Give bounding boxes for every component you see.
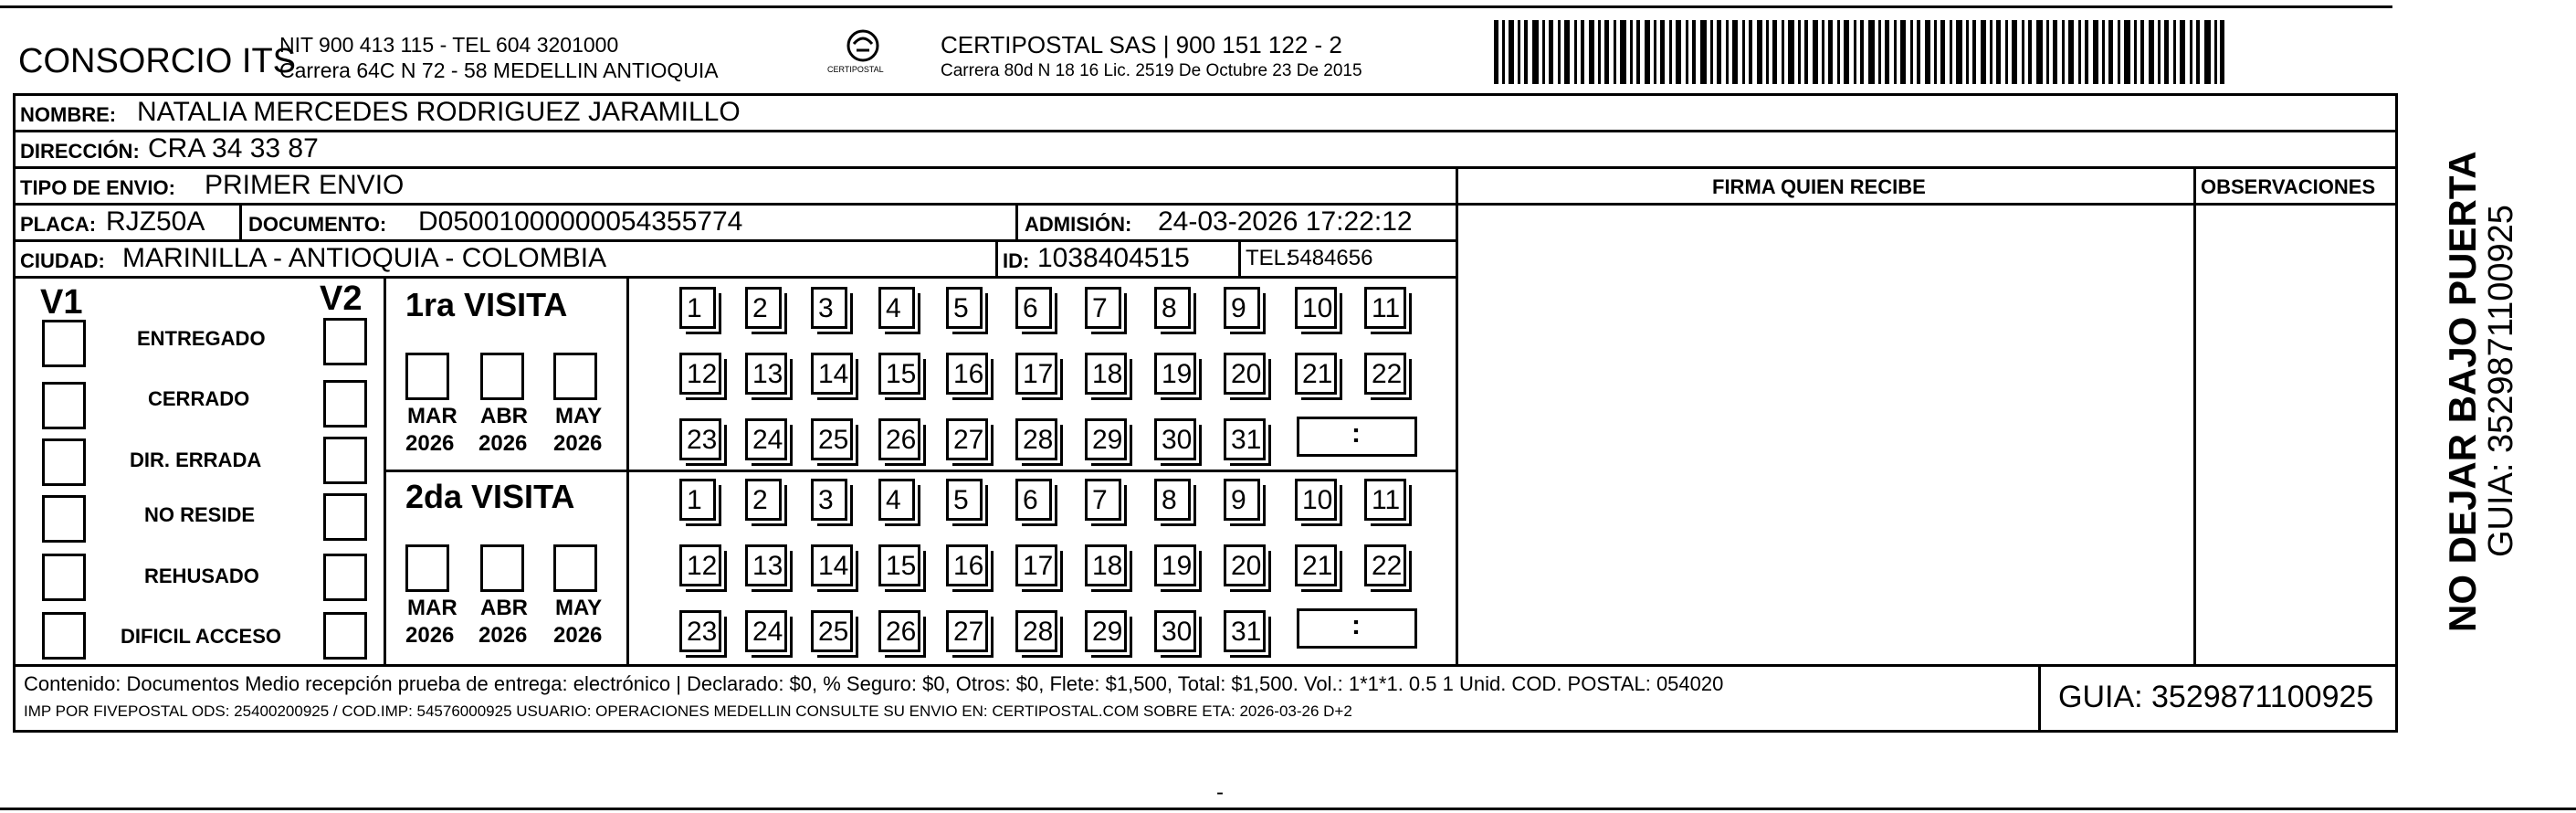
visit1-day-13[interactable]: 13 [745,353,787,395]
visit1-month-may: MAY [555,404,603,428]
barcode [1494,20,2224,84]
visit2-year-abr: 2026 [478,623,528,648]
col-line [1456,166,1458,666]
top-rule [0,5,2392,8]
v2-label: V2 [320,280,363,318]
row-line [13,203,2398,206]
footer-guia: GUIA: 3529871100925 [2058,680,2374,714]
visit2-day-9[interactable]: 9 [1224,479,1260,521]
visit1-day-10[interactable]: 10 [1295,287,1337,329]
visit2-day-18[interactable]: 18 [1085,544,1127,586]
shipment-type: PRIMER ENVIO [205,170,405,200]
company-name: CONSORCIO ITS [18,42,297,80]
visit2-day-7[interactable]: 7 [1085,479,1121,521]
visit1-day-31[interactable]: 31 [1224,418,1266,460]
bottom-mark: - [1216,780,1224,805]
visit2-month-mar: MAR [407,596,457,620]
visit1-day-17[interactable]: 17 [1015,353,1057,395]
v1-checkbox-cerrado[interactable] [42,382,86,429]
visit1-day-20[interactable]: 20 [1224,353,1266,395]
status-rehusado: REHUSADO [144,565,259,587]
visit2-day-14[interactable]: 14 [811,544,853,586]
v1-checkbox-entregado[interactable] [42,320,86,367]
courier-address: Carrera 80d N 18 16 Lic. 2519 De Octubre 23 De 2015 [941,61,1362,80]
row-line [384,470,1457,472]
name-label: NOMBRE: [20,103,117,126]
visit2-day-28[interactable]: 28 [1015,610,1057,652]
visit2-month-abr-checkbox[interactable] [480,544,524,592]
visit2-month-may-checkbox[interactable] [553,544,597,592]
plate-value: RJZ50A [106,206,205,237]
row-line [13,166,2398,169]
plate-label: PLACA: [20,213,97,236]
visit2-day-29[interactable]: 29 [1085,610,1127,652]
courier-name: CERTIPOSTAL SAS | 900 151 122 - 2 [941,31,1342,58]
row-line [13,276,1457,279]
visit1-day-2[interactable]: 2 [745,287,782,329]
visit2-day-1[interactable]: 1 [679,479,716,521]
logo-caption: CERTIPOSTAL [827,65,884,74]
visit1-day-22[interactable]: 22 [1364,353,1406,395]
visit1-day-4[interactable]: 4 [878,287,915,329]
visit1-day-14[interactable]: 14 [811,353,853,395]
visit1-day-24[interactable]: 24 [745,418,787,460]
footer-print-info: IMP POR FIVEPOSTAL ODS: 25400200925 / COD.IMP: 54576000925 USUARIO: OPERACIONES MEDELLIN CONSULTE SU ENVIO EN: CERTIPOSTAL.COM SOBRE ETA: 2026-03-26 D+2 [24,702,1352,720]
col-line [239,203,242,239]
visit2-day-15[interactable]: 15 [878,544,920,586]
visit2-day-3[interactable]: 3 [811,479,847,521]
tel-label: TEL: [1246,246,1292,270]
col-line [2038,664,2041,733]
visit2-month-abr: ABR [480,596,528,620]
v1-label: V1 [40,283,83,322]
visit2-day-5[interactable]: 5 [946,479,983,521]
id-label: ID: [1003,249,1030,272]
visit1-day-29[interactable]: 29 [1085,418,1127,460]
visit2-day-2[interactable]: 2 [745,479,782,521]
visit2-day-21[interactable]: 21 [1295,544,1337,586]
visit1-day-9[interactable]: 9 [1224,287,1260,329]
status-no-reside: NO RESIDE [144,503,256,526]
visit1-day-1[interactable]: 1 [679,287,716,329]
col-line [1238,239,1241,276]
visit2-day-10[interactable]: 10 [1295,479,1337,521]
visit2-day-4[interactable]: 4 [878,479,915,521]
col-line [1015,203,1018,239]
company-nit: NIT 900 413 115 - TEL 604 3201000 [279,33,619,57]
col-line [626,276,629,666]
status-cerrado: CERRADO [148,387,250,410]
visit2-day-22[interactable]: 22 [1364,544,1406,586]
visit2-day-6[interactable]: 6 [1015,479,1052,521]
tel-value: 5484656 [1288,246,1373,270]
v2-checkbox-no-reside[interactable] [323,493,367,541]
visit2-day-13[interactable]: 13 [745,544,787,586]
v2-checkbox-dir-errada[interactable] [323,437,367,484]
status-dificil-acceso: DIFICIL ACCESO [121,625,282,648]
side-warning: NO DEJAR BAJO PUERTA [2441,151,2484,632]
visit2-month-may: MAY [555,596,603,620]
recipient-address: CRA 34 33 87 [148,133,319,164]
document-label: DOCUMENTO: [248,213,387,236]
id-value: 1038404515 [1037,243,1190,273]
document-value: D05001000000054355774 [418,206,743,237]
shipment-label: TIPO DE ENVIO: [20,176,175,199]
company-address: Carrera 64C N 72 - 58 MEDELLIN ANTIOQUIA [279,58,719,82]
observations-header: OBSERVACIONES [2201,175,2376,198]
admission-value: 24-03-2026 17:22:12 [1158,206,1413,237]
row-line [13,130,2398,132]
visit2-day-20[interactable]: 20 [1224,544,1266,586]
status-entregado: ENTREGADO [137,327,266,350]
col-line [2193,166,2196,666]
status-dir-errada: DIR. ERRADA [130,449,262,471]
visit1-day-12[interactable]: 12 [679,353,721,395]
recipient-name: NATALIA MERCEDES RODRIGUEZ JARAMILLO [137,97,741,127]
visit1-day-27[interactable]: 27 [946,418,988,460]
visit2-year-mar: 2026 [405,623,455,648]
visit2-year-may: 2026 [553,623,603,648]
bottom-rule [0,808,2576,810]
admission-label: ADMISIÓN: [1025,213,1132,236]
visit2-day-24[interactable]: 24 [745,610,787,652]
visit1-day-8[interactable]: 8 [1154,287,1191,329]
visit1-title: 1ra VISITA [405,286,568,323]
v1-checkbox-rehusado[interactable] [42,554,86,601]
visit1-day-30[interactable]: 30 [1154,418,1196,460]
visit1-day-6[interactable]: 6 [1015,287,1052,329]
signature-header: FIRMA QUIEN RECIBE [1712,175,1926,198]
side-guia: GUIA: 3529871100925 [2482,205,2520,557]
v1-checkbox-dir-errada[interactable] [42,438,86,486]
visit1-day-18[interactable]: 18 [1085,353,1127,395]
city-value: MARINILLA - ANTIOQUIA - COLOMBIA [122,243,607,273]
visit2-day-16[interactable]: 16 [946,544,988,586]
visit2-day-12[interactable]: 12 [679,544,721,586]
col-line [384,276,386,666]
visit1-year-may: 2026 [553,431,603,456]
visit1-day-16[interactable]: 16 [946,353,988,395]
visit1-day-11[interactable]: 11 [1364,287,1406,329]
visit1-month-mar: MAR [407,404,457,428]
visit1-month-abr-checkbox[interactable] [480,353,524,400]
address-label: DIRECCIÓN: [20,140,140,163]
city-label: CIUDAD: [20,249,105,272]
visit1-year-mar: 2026 [405,431,455,456]
visit1-day-3[interactable]: 3 [811,287,847,329]
v2-checkbox-cerrado[interactable] [323,380,367,428]
visit2-title: 2da VISITA [405,478,575,515]
footer-content: Contenido: Documentos Medio recepción prueba de entrega: electrónico | Declarado: $0, % Seguro: $0, Otros: $0, Flete: $1,500, Total: $1,500. Vol.: 1*1*1. 0.5 1 Unid. COD. POSTAL: 054020 [24,672,1724,695]
visit2-day-30[interactable]: 30 [1154,610,1196,652]
visit2-day-17[interactable]: 17 [1015,544,1057,586]
visit1-month-abr: ABR [480,404,528,428]
v2-checkbox-dificil-acceso[interactable] [323,612,367,660]
visit1-day-7[interactable]: 7 [1085,287,1121,329]
visit1-day-28[interactable]: 28 [1015,418,1057,460]
v2-checkbox-rehusado[interactable] [323,554,367,601]
visit2-time-separator: : [1351,610,1361,640]
visit2-day-11[interactable]: 11 [1364,479,1406,521]
visit1-day-23[interactable]: 23 [679,418,721,460]
col-line [995,239,998,276]
v1-checkbox-no-reside[interactable] [42,495,86,543]
visit2-day-25[interactable]: 25 [811,610,853,652]
visit1-day-26[interactable]: 26 [878,418,920,460]
v2-checkbox-entregado[interactable] [323,318,367,365]
visit2-day-26[interactable]: 26 [878,610,920,652]
visit1-day-19[interactable]: 19 [1154,353,1196,395]
visit1-month-mar-checkbox[interactable] [405,353,449,400]
visit2-day-27[interactable]: 27 [946,610,988,652]
visit1-day-25[interactable]: 25 [811,418,853,460]
visit2-month-mar-checkbox[interactable] [405,544,449,592]
visit2-day-8[interactable]: 8 [1154,479,1191,521]
visit1-year-abr: 2026 [478,431,528,456]
visit1-day-21[interactable]: 21 [1295,353,1337,395]
visit1-day-5[interactable]: 5 [946,287,983,329]
visit2-day-19[interactable]: 19 [1154,544,1196,586]
visit2-day-23[interactable]: 23 [679,610,721,652]
visit1-day-15[interactable]: 15 [878,353,920,395]
visit2-day-31[interactable]: 31 [1224,610,1266,652]
visit1-time-separator: : [1351,418,1361,449]
v1-checkbox-dificil-acceso[interactable] [42,612,86,660]
visit1-month-may-checkbox[interactable] [553,353,597,400]
